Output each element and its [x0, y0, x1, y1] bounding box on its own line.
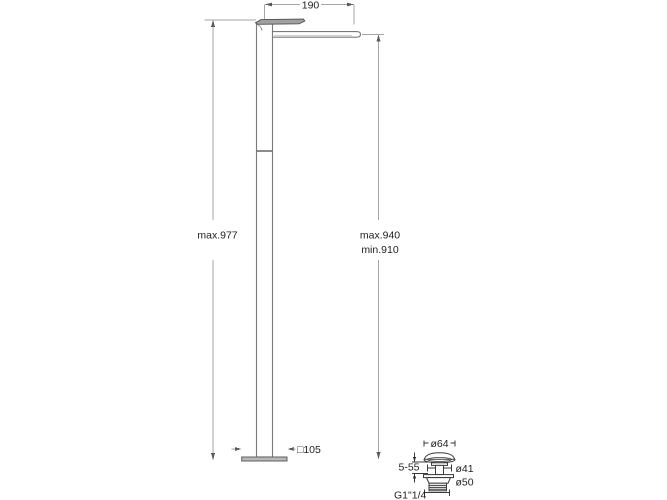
outlet-height-max-label: max.940	[359, 229, 401, 242]
faucet-column	[257, 23, 273, 457]
dimension-total-height	[197, 20, 256, 460]
drain-neck-diameter-label: ø41	[455, 463, 474, 475]
arrowhead-down-icon	[377, 452, 381, 459]
dimension-outlet-height	[360, 35, 400, 460]
arrowhead-right-icon	[347, 3, 354, 7]
dimension-base-size	[232, 444, 322, 456]
outlet-height-min-label: min.910	[361, 244, 399, 256]
arrowhead-right-icon	[235, 447, 241, 451]
arrowhead-up-icon	[211, 20, 215, 27]
arrowhead-up-icon	[413, 474, 416, 479]
faucet-handle	[256, 19, 305, 24]
drain-adjust-range-label: 5-55	[398, 461, 420, 474]
faucet-body	[242, 19, 361, 461]
arrowhead-down-icon	[211, 453, 215, 460]
spout-reach-label: 190	[301, 0, 320, 12]
faucet-base-plate	[242, 457, 287, 461]
drain-body-diameter-label: ø50	[455, 476, 474, 489]
arrowhead-up-icon	[377, 35, 381, 42]
drain-cap-dimension	[424, 438, 455, 450]
arrowhead-left-icon	[265, 3, 272, 7]
drain-valve-drawing	[394, 438, 474, 500]
drain-thread-size-label: G1"1/4	[394, 489, 427, 500]
drain-cap-diameter-label: ø64	[430, 437, 449, 450]
total-height-label: max.977	[197, 229, 238, 242]
drain-stem	[436, 465, 444, 474]
arrowhead-left-icon	[288, 447, 294, 451]
faucet-spout	[273, 32, 361, 38]
drain-flange-body	[427, 478, 451, 484]
base-size-label: □105	[297, 444, 321, 456]
